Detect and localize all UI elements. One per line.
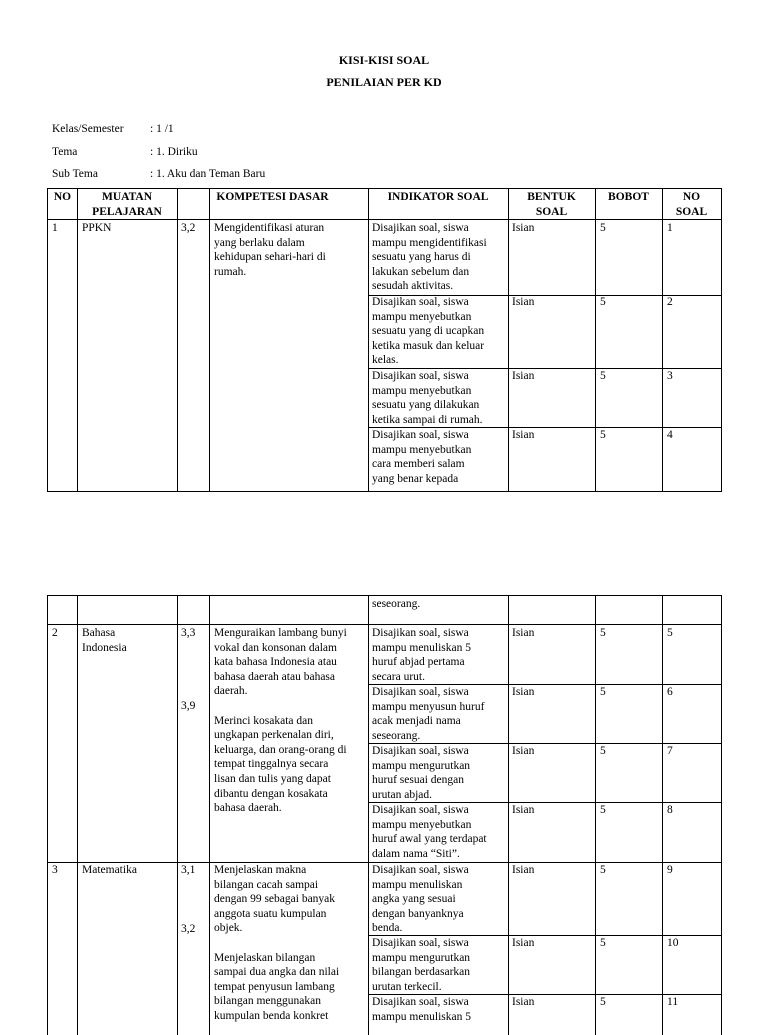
item9-bobot: 5	[600, 864, 606, 876]
item5-bentuk: Isian	[512, 627, 535, 639]
item10-no-soal: 10	[667, 937, 679, 949]
row3-no: 3	[52, 864, 58, 876]
item5-no-soal: 5	[667, 627, 673, 639]
item1-no-soal: 1	[667, 222, 673, 234]
header-kompetensi: KOMPETESI DASAR	[216, 191, 329, 203]
info-tema-label: Tema	[52, 146, 78, 158]
info-subtema-label: Sub Tema	[52, 168, 98, 180]
item2-indikator: Disajikan soal, siswa mampu menyebutkan sesuatu yang di ucapkan ketika masuk dan keluar kelas.	[372, 296, 485, 367]
item1-bentuk: Isian	[512, 222, 535, 234]
item10-indikator: Disajikan soal, siswa mampu mengurutkan bilangan berdasarkan urutan terkecil.	[372, 937, 471, 993]
item3-bentuk: Isian	[512, 370, 535, 382]
item8-bobot: 5	[600, 804, 606, 816]
item6-bentuk: Isian	[512, 686, 535, 698]
item1-indikator: Disajikan soal, siswa mampu mengidentifikasi sesuatu yang harus di lakukan sebelum dan sesudah aktivitas.	[372, 222, 487, 293]
item5-bobot: 5	[600, 627, 606, 639]
kisi-table-page1	[47, 188, 722, 492]
item11-no-soal: 11	[667, 996, 679, 1008]
header-no: NO	[53, 191, 72, 203]
header-muatan: MUATAN PELAJARAN	[92, 191, 162, 218]
item11-bobot: 5	[600, 996, 606, 1008]
item10-bentuk: Isian	[512, 937, 535, 949]
row3-kd-code2: 3,2	[181, 923, 196, 935]
item9-no-soal: 9	[667, 864, 673, 876]
row1-kd-code: 3,2	[181, 222, 196, 234]
item4-bobot: 5	[600, 429, 606, 441]
row3-kd-code1: 3,1	[181, 864, 196, 876]
header-bobot: BOBOT	[608, 191, 649, 203]
item11-indikator: Disajikan soal, siswa mampu menuliskan 5	[372, 996, 472, 1023]
item7-no-soal: 7	[667, 745, 673, 757]
item4-no-soal: 4	[667, 429, 673, 441]
item6-bobot: 5	[600, 686, 606, 698]
item4-indikator: Disajikan soal, siswa mampu menyebutkan cara memberi salam yang benar kepada	[372, 429, 472, 485]
row2-muatan: Bahasa Indonesia	[82, 627, 127, 654]
item7-indikator: Disajikan soal, siswa mampu mengurutkan huruf sesuai dengan urutan abjad.	[372, 745, 471, 801]
item2-no-soal: 2	[667, 296, 673, 308]
item10-bobot: 5	[600, 937, 606, 949]
info-subtema	[52, 167, 265, 182]
item9-bentuk: Isian	[512, 864, 535, 876]
row1-muatan: PPKN	[82, 222, 112, 234]
row2-no: 2	[52, 627, 58, 639]
row2-kd-code2: 3,9	[181, 700, 196, 712]
info-kelas-label: Kelas/Semester	[52, 123, 124, 135]
header-no-soal: NO SOAL	[675, 191, 708, 218]
info-subtema-value: : 1. Aku dan Teman Baru	[150, 168, 266, 180]
row3-kd-text: Menjelaskan makna bilangan cacah sampai dengan 99 sebagai banyak anggota suatu kumpulan objek. Menjelaskan bilangan sampai dua angka dan nilai tempat penyusun lambang bilangan menggunakan kumpulan benda konkret	[214, 864, 340, 1022]
info-tema	[52, 145, 198, 160]
item7-bentuk: Isian	[512, 745, 535, 757]
info-tema-value: : 1. Diriku	[150, 146, 198, 158]
item7-bobot: 5	[600, 745, 606, 757]
doc-title: KISI-KISI SOAL	[338, 53, 430, 67]
item2-bobot: 5	[600, 296, 606, 308]
item6-no-soal: 6	[667, 686, 673, 698]
row1-kd-text: Mengidentifikasi aturan yang berlaku dalam kehidupan sehari-hari di rumah.	[214, 222, 326, 278]
item4-bentuk: Isian	[512, 429, 535, 441]
item8-indikator: Disajikan soal, siswa mampu menyebutkan huruf awal yang terdapat dalam nama “Siti”.	[372, 804, 487, 860]
item3-indikator: Disajikan soal, siswa mampu menyebutkan sesuatu yang dilakukan ketika sampai di rumah.	[372, 370, 483, 426]
item11-bentuk: Isian	[512, 996, 535, 1008]
header-indikator: INDIKATOR SOAL	[387, 191, 489, 203]
row3-muatan: Matematika	[82, 864, 137, 876]
row2-kd-text: Menguraikan lambang bunyi vokal dan konsonan dalam kata bahasa Indonesia atau bahasa daerah atau bahasa daerah. Merinci kosakata dan ungkapan perkenalan diri, keluarga, dan orang-orang di tempat tinggalnya secara lisan dan tulis yang dapat dibantu dengan kosakata bahasa daerah.	[214, 627, 347, 815]
header-bentuk: BENTUK SOAL	[527, 191, 576, 218]
doc-subtitle: PENILAIAN PER KD	[326, 75, 442, 89]
item8-bentuk: Isian	[512, 804, 535, 816]
info-kelas-value: : 1 /1	[150, 123, 174, 135]
item1-bobot: 5	[600, 222, 606, 234]
item6-indikator: Disajikan soal, siswa mampu menyusun huruf acak menjadi nama seseorang.	[372, 686, 485, 742]
kisi-table-page2	[47, 595, 722, 1035]
row1-no: 1	[52, 222, 58, 234]
item9-indikator: Disajikan soal, siswa mampu menuliskan angka yang sesuai dengan banyanknya benda.	[372, 864, 469, 935]
item5-indikator: Disajikan soal, siswa mampu menuliskan 5 huruf abjad pertama secara urut.	[372, 627, 472, 683]
item8-no-soal: 8	[667, 804, 673, 816]
row2-kd-code1: 3,3	[181, 627, 196, 639]
item3-bobot: 5	[600, 370, 606, 382]
info-kelas	[52, 122, 174, 137]
cont-indikator: seseorang.	[372, 598, 421, 610]
item3-no-soal: 3	[667, 370, 673, 382]
item2-bentuk: Isian	[512, 296, 535, 308]
